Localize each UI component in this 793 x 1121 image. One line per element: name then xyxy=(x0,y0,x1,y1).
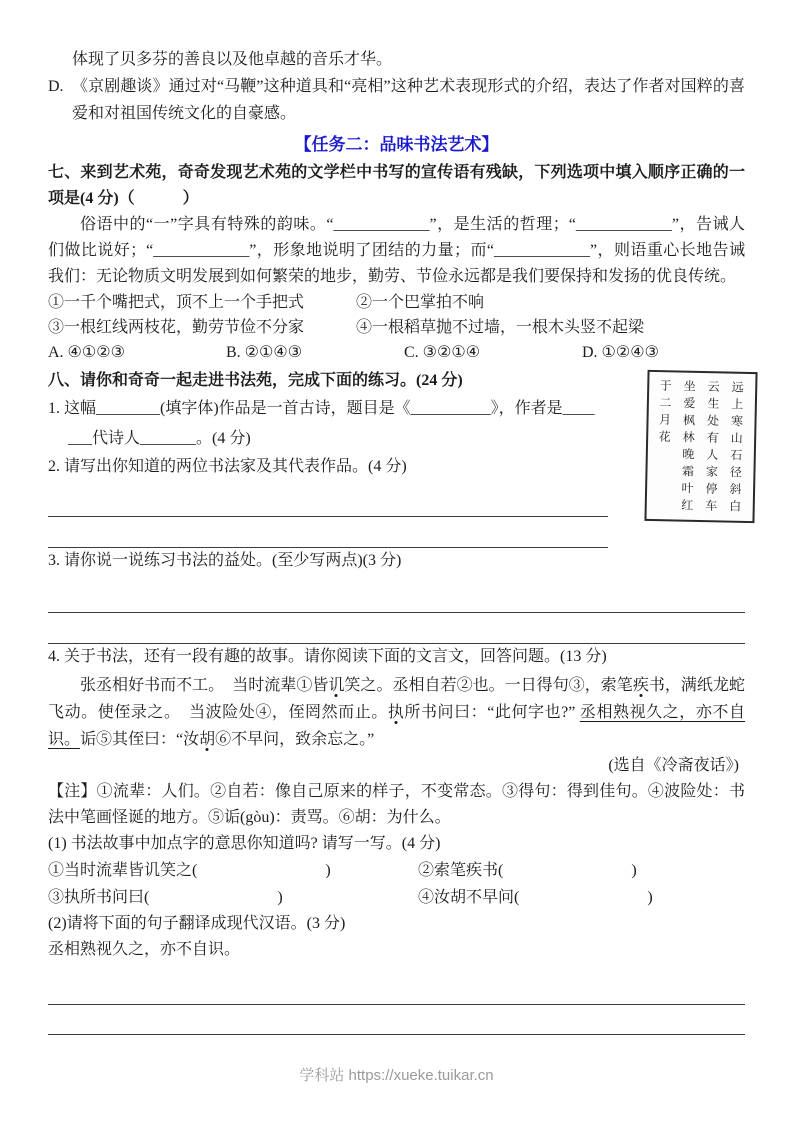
choice-c: C. ③②①④ xyxy=(404,344,481,361)
choice-d: D. ①②④③ xyxy=(582,344,659,361)
sentence-to-translate: 丞相熟视久之，亦不自识。 xyxy=(48,941,241,958)
emphasized-char: 疾 xyxy=(632,677,649,694)
option-d-label: D. xyxy=(48,78,64,95)
passage-segment: ⑥不早问，致余忘之。” xyxy=(215,731,375,748)
question-7-passage: 俗语中的“一”字具有特殊的韵味。“____________”，是生活的哲理；“____________”，告诫人们做比说好；“____________”，形象地说明了团结的力量；而“____________”，则语重心长地告诫我们：无论物质文明发展到如何繁荣的地步，勤劳、节俭永远都是我们要保持和发扬的优良传统。 xyxy=(48,216,745,285)
answer-line xyxy=(48,975,745,1005)
choice-b: B. ②①④③ xyxy=(226,344,303,361)
calligraphy-column: 坐爱枫林晚霜叶红 xyxy=(679,379,697,516)
blank-item-4: ④汝胡不早问( ) xyxy=(418,889,653,906)
calligraphy-text xyxy=(646,372,757,521)
option-1: ①一千个嘴把式，顶不上一个手把式 xyxy=(48,294,305,311)
emphasized-char: 执 xyxy=(387,704,405,721)
calligraphy-column: 于二月花 xyxy=(656,379,673,448)
question-8-4: 4. 关于书法，还有一段有趣的故事。请你阅读下面的文言文，回答问题。(13 分) xyxy=(48,648,607,665)
question-7-choices xyxy=(48,340,745,365)
question-8-1-line-1: 1. 这幅________(填字体)作品是一首古诗，题目是《__________》，作者是____ xyxy=(48,400,595,417)
answer-line xyxy=(48,486,608,517)
passage-segment: 书，满纸龙蛇飞动。使侄录之。 当波险处④，侄罔然而止。 xyxy=(48,677,745,721)
blank-item-2: ②索笔疾书( ) xyxy=(418,862,637,879)
option-3: ③一根红线两枝花，勤劳节俭不分家 xyxy=(48,319,305,336)
passage-source: (选自《冷斋夜话》) xyxy=(608,757,739,774)
question-8-1-line-2: ___代诗人_______。(4 分) xyxy=(68,430,251,447)
passage-notes: 【注】①流辈：人们。②自若：像自己原来的样子，不变常态。③得句：得到佳句。④波险处：书法中笔画怪诞的地方。⑤诟(gòu)：责骂。⑥胡：为什么。 xyxy=(48,783,745,826)
question-7-options-row-1 xyxy=(48,290,745,315)
option-d-text: 《京剧趣谈》通过对“马鞭”这种道具和“亮相”这种艺术表现形式的介绍，表达了作者对国粹的喜爱和对祖国传统文化的自豪感。 xyxy=(72,78,745,122)
answer-line xyxy=(48,582,745,613)
blank-item-3: ③执所书问曰( ) xyxy=(48,889,283,906)
question-7-options-row-2 xyxy=(48,315,745,340)
question-8-2: 2. 请写出你知道的两位书法家及其代表作品。(4 分) xyxy=(48,458,407,475)
choice-a: A. ④①②③ xyxy=(48,344,125,361)
answer-line xyxy=(48,517,608,548)
option-c-continuation: 体现了贝多芬的善良以及他卓越的音乐才华。 xyxy=(72,51,393,68)
question-7-heading: 七、来到艺术苑，奇奇发现艺术苑的文学栏中书写的宣传语有残缺，下列选项中填入顺序正确的一项是(4 分)（ ） xyxy=(48,164,745,207)
question-8-heading: 八、请你和奇奇一起走进书法苑，完成下面的练习。(24 分) xyxy=(48,372,463,389)
calligraphy-artwork xyxy=(644,370,757,523)
word-meaning-row-2 xyxy=(48,884,745,911)
answer-line xyxy=(48,613,745,644)
classical-passage xyxy=(48,672,745,753)
blank-item-1: ①当时流辈皆讥笑之( ) xyxy=(48,862,331,879)
task-banner: 【任务二：品味书法艺术】 xyxy=(294,135,499,154)
passage-segment: 所书问曰：“此何字也?” xyxy=(404,704,580,721)
site-footer: 学科站 https://xueke.tuikar.cn xyxy=(299,1067,494,1084)
option-d xyxy=(48,73,745,127)
passage-segment: 诟⑤其侄曰：“汝 xyxy=(80,731,200,748)
question-8-4-2: (2)请将下面的句子翻译成现代汉语。(3 分) xyxy=(48,915,346,932)
calligraphy-column: 云生处有人家停车 xyxy=(703,380,721,517)
emphasized-char: 胡 xyxy=(199,731,216,748)
emphasized-char: 讥 xyxy=(328,677,345,694)
underlined-sentence: 丞相熟视久之，亦不自识。 xyxy=(48,704,745,748)
calligraphy-column: 远上寒山石径斜白 xyxy=(727,380,745,517)
question-8-4-1: (1) 书法故事中加点字的意思你知道吗? 请写一写。(4 分) xyxy=(48,835,441,852)
passage-segment: 张丞相好书而不工。 当时流辈①皆 xyxy=(80,677,329,694)
option-4: ④一根稻草抛不过墙，一根木头竖不起梁 xyxy=(356,319,645,336)
option-2: ②一个巴掌拍不响 xyxy=(356,294,485,311)
question-8-3: 3. 请你说一说练习书法的益处。(至少写两点)(3 分) xyxy=(48,552,402,569)
word-meaning-row-1 xyxy=(48,857,745,884)
answer-line xyxy=(48,1005,745,1035)
passage-segment: 笑之。丞相自若②也。一日得句③，索笔 xyxy=(344,677,633,694)
